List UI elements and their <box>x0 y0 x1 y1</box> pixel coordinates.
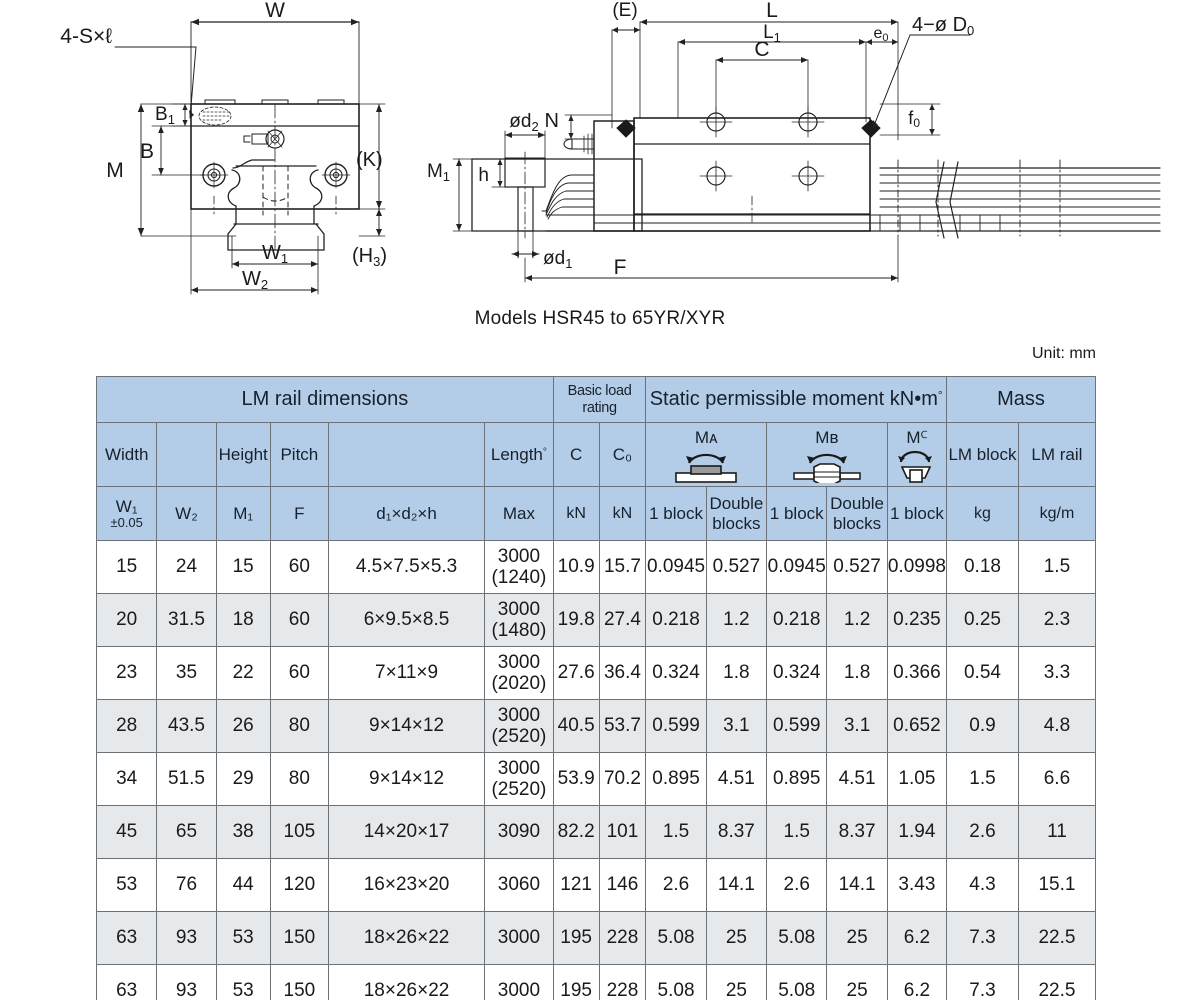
cell-w2: 93 <box>157 912 216 965</box>
length-standard-value: (2020) <box>491 673 547 694</box>
cell-w1: 15 <box>97 541 157 594</box>
length-max-value: 3090 <box>497 821 541 843</box>
length-max-value: 3000 <box>497 598 541 620</box>
cell-mc-1block: 6.2 <box>887 912 946 965</box>
cell-m1: 26 <box>216 700 270 753</box>
label-B1: $B_1$ <box>155 104 175 127</box>
cell-m1: 22 <box>216 647 270 700</box>
cell-ma-1block: 5.08 <box>646 912 706 965</box>
table-row <box>97 541 1096 594</box>
cell-ma-double: 8.37 <box>706 806 766 859</box>
group-header-moment-note: ° <box>937 388 943 403</box>
cell-mass-block: 2.6 <box>947 806 1019 859</box>
length-standard-value: (2520) <box>491 779 547 800</box>
label-d1: $ød_1$ <box>543 248 573 271</box>
cell-length-max <box>485 912 554 965</box>
cell-load-co: 101 <box>599 806 646 859</box>
cell-f: 60 <box>270 647 328 700</box>
cell-m1: 53 <box>216 912 270 965</box>
table-group-header-row <box>97 377 1096 423</box>
length-max-value: 3000 <box>497 980 541 1000</box>
cell-length-max <box>485 753 554 806</box>
cell-mb-1block: 5.08 <box>767 912 827 965</box>
cell-ma-1block: 0.218 <box>646 594 706 647</box>
table-row <box>97 594 1096 647</box>
subheader-F: F <box>270 487 328 541</box>
table-row <box>97 806 1096 859</box>
cell-mass-rail: 1.5 <box>1018 541 1095 594</box>
cell-d1-d2-h: 18×26×22 <box>329 965 485 1000</box>
subheader-W1-tolerance: ±0.05 <box>110 514 143 530</box>
cell-mass-block: 0.54 <box>947 647 1019 700</box>
cell-mb-double: 0.527 <box>827 541 887 594</box>
cell-load-c: 82.2 <box>553 806 599 859</box>
subheader-C-unit: kN <box>553 487 599 541</box>
header-height: Height <box>216 423 270 487</box>
length-max-value: 3000 <box>497 927 541 949</box>
cell-mb-1block: 0.599 <box>767 700 827 753</box>
cell-load-c: 10.9 <box>553 541 599 594</box>
label-K: (K) <box>356 149 383 171</box>
cell-mass-block: 1.5 <box>947 753 1019 806</box>
length-max-value: 3000 <box>497 545 541 567</box>
cell-ma-double: 25 <box>706 965 766 1000</box>
cell-w1: 28 <box>97 700 157 753</box>
cell-length-max <box>485 806 554 859</box>
group-header-mass: Mass <box>947 377 1096 423</box>
cell-d1-d2-h: 7×11×9 <box>329 647 485 700</box>
cell-w2: 35 <box>157 647 216 700</box>
subheader-Co-unit: kN <box>599 487 646 541</box>
length-standard-value: (1480) <box>491 620 547 641</box>
header-width: Width <box>97 423 157 487</box>
header-mass-lm-block: LM block <box>947 423 1019 487</box>
cell-w1: 53 <box>97 859 157 912</box>
table-sub-header-row <box>97 487 1096 541</box>
length-standard-value: (2520) <box>491 726 547 747</box>
cell-mass-rail: 22.5 <box>1018 912 1095 965</box>
cell-d1-d2-h: 9×14×12 <box>329 753 485 806</box>
subheader-MC-1block: 1 block <box>887 487 946 541</box>
header-moment-MA <box>646 423 767 487</box>
moment-mc-icon <box>893 449 941 483</box>
cell-f: 105 <box>270 806 328 859</box>
cell-length-max <box>485 965 554 1000</box>
cell-load-co: 27.4 <box>599 594 646 647</box>
cell-ma-1block: 2.6 <box>646 859 706 912</box>
cell-mass-rail: 11 <box>1018 806 1095 859</box>
cell-length-max <box>485 700 554 753</box>
subheader-W1 <box>97 487 157 541</box>
table-row <box>97 647 1096 700</box>
cell-m1: 44 <box>216 859 270 912</box>
header-dxdxh-blank <box>329 423 485 487</box>
cell-w1: 20 <box>97 594 157 647</box>
header-w2-blank <box>157 423 216 487</box>
cell-ma-double: 3.1 <box>706 700 766 753</box>
spec-table-container <box>96 376 1096 1000</box>
cell-mb-1block: 0.218 <box>767 594 827 647</box>
cell-mass-block: 0.18 <box>947 541 1019 594</box>
cell-length-max <box>485 647 554 700</box>
length-standard-value: (1240) <box>491 567 547 588</box>
cell-mb-double: 25 <box>827 965 887 1000</box>
cell-mass-block: 0.9 <box>947 700 1019 753</box>
cell-m1: 38 <box>216 806 270 859</box>
cell-m1: 53 <box>216 965 270 1000</box>
cell-m1: 15 <box>216 541 270 594</box>
cell-f: 150 <box>270 912 328 965</box>
cell-f: 120 <box>270 859 328 912</box>
label-L: L <box>766 0 778 22</box>
cell-mass-rail: 6.6 <box>1018 753 1095 806</box>
cell-w2: 65 <box>157 806 216 859</box>
label-M1: $M_1$ <box>426 161 450 184</box>
group-header-static-permissible-moment <box>646 377 947 423</box>
label-4-S-screw: 4-S×ℓ <box>60 25 112 48</box>
length-max-value: 3000 <box>497 757 541 779</box>
cell-mb-1block: 2.6 <box>767 859 827 912</box>
cell-ma-double: 1.8 <box>706 647 766 700</box>
table-row <box>97 912 1096 965</box>
header-MC-label: Mꟲ <box>906 428 928 448</box>
cell-m1: 18 <box>216 594 270 647</box>
cell-mb-double: 1.8 <box>827 647 887 700</box>
cell-mc-1block: 0.235 <box>887 594 946 647</box>
cell-w1: 34 <box>97 753 157 806</box>
cell-w1: 45 <box>97 806 157 859</box>
header-moment-MC <box>887 423 946 487</box>
label-E: (E) <box>612 0 638 21</box>
group-header-lm-rail-dimensions: LM rail dimensions <box>97 377 554 423</box>
cell-d1-d2-h: 14×20×17 <box>329 806 485 859</box>
cell-ma-double: 4.51 <box>706 753 766 806</box>
cell-mc-1block: 6.2 <box>887 965 946 1000</box>
cell-load-co: 53.7 <box>599 700 646 753</box>
header-mass-lm-rail: LM rail <box>1018 423 1095 487</box>
cell-w1: 23 <box>97 647 157 700</box>
label-h: h <box>478 165 489 186</box>
cell-mb-1block: 0.895 <box>767 753 827 806</box>
cell-ma-1block: 0.895 <box>646 753 706 806</box>
length-max-value: 3000 <box>497 651 541 673</box>
cell-mb-1block: 0.0945 <box>767 541 827 594</box>
cell-load-co: 15.7 <box>599 541 646 594</box>
table-mid-header-row <box>97 423 1096 487</box>
cell-d1-d2-h: 18×26×22 <box>329 912 485 965</box>
cell-length-max <box>485 594 554 647</box>
cell-mc-1block: 1.94 <box>887 806 946 859</box>
label-4-D0-hole: 4−ø $D_0$ <box>912 14 975 38</box>
cell-mc-1block: 0.366 <box>887 647 946 700</box>
cell-mass-rail: 22.5 <box>1018 965 1095 1000</box>
cell-load-co: 70.2 <box>599 753 646 806</box>
cell-mb-double: 1.2 <box>827 594 887 647</box>
table-row <box>97 753 1096 806</box>
header-pitch: Pitch <box>270 423 328 487</box>
cell-mass-block: 7.3 <box>947 965 1019 1000</box>
label-e0: e0 <box>873 25 889 44</box>
subheader-MA-1block: 1 block <box>646 487 706 541</box>
moment-ma-icon <box>663 449 749 483</box>
cell-load-co: 36.4 <box>599 647 646 700</box>
label-W1: $W_1$ <box>261 242 289 266</box>
drawing-caption: Models HSR45 to 65YR/XYR <box>474 308 726 329</box>
moment-mb-icon <box>784 449 870 483</box>
cell-mass-block: 7.3 <box>947 912 1019 965</box>
label-M: M <box>106 159 124 182</box>
cell-ma-double: 25 <box>706 912 766 965</box>
cell-f: 80 <box>270 700 328 753</box>
cell-w2: 76 <box>157 859 216 912</box>
cell-mass-rail: 4.8 <box>1018 700 1095 753</box>
cell-m1: 29 <box>216 753 270 806</box>
cell-ma-1block: 5.08 <box>646 965 706 1000</box>
cell-load-c: 195 <box>553 912 599 965</box>
table-row <box>97 965 1096 1000</box>
cell-mb-double: 14.1 <box>827 859 887 912</box>
label-N: N <box>544 110 559 132</box>
unit-note: Unit: mm <box>1032 345 1096 362</box>
cell-d1-d2-h: 16×23×20 <box>329 859 485 912</box>
label-L1: $L_1$ <box>763 22 781 45</box>
cell-f: 60 <box>270 594 328 647</box>
technical-drawing <box>0 0 1200 300</box>
cell-load-c: 121 <box>553 859 599 912</box>
cell-mass-rail: 2.3 <box>1018 594 1095 647</box>
cell-load-co: 228 <box>599 912 646 965</box>
header-MA-label: Mᴀ <box>694 428 718 448</box>
subheader-length-max: Max <box>485 487 554 541</box>
cell-w2: 43.5 <box>157 700 216 753</box>
cell-mb-1block: 0.324 <box>767 647 827 700</box>
cell-length-max <box>485 541 554 594</box>
subheader-M1: M₁ <box>216 487 270 541</box>
cell-w2: 24 <box>157 541 216 594</box>
cell-load-c: 53.9 <box>553 753 599 806</box>
cell-ma-1block: 1.5 <box>646 806 706 859</box>
specification-table <box>96 376 1096 1000</box>
cell-mc-1block: 0.652 <box>887 700 946 753</box>
label-H3: $(H_3)$ <box>352 245 388 269</box>
cell-ma-double: 14.1 <box>706 859 766 912</box>
cell-w2: 31.5 <box>157 594 216 647</box>
cell-mc-1block: 3.43 <box>887 859 946 912</box>
length-max-value: 3000 <box>497 704 541 726</box>
cell-mass-block: 0.25 <box>947 594 1019 647</box>
label-W: W <box>265 0 285 22</box>
table-row <box>97 700 1096 753</box>
label-W2: $W_2$ <box>241 268 269 292</box>
label-C: C <box>754 38 770 61</box>
cell-load-c: 40.5 <box>553 700 599 753</box>
header-moment-MB <box>767 423 888 487</box>
group-header-moment-label: Static permissible moment kN•m <box>649 388 938 411</box>
drawing-svg <box>0 0 1200 300</box>
cell-mb-double: 8.37 <box>827 806 887 859</box>
subheader-MB-double: Double blocks <box>827 487 887 541</box>
subheader-MA-double: Double blocks <box>706 487 766 541</box>
length-max-value: 3060 <box>497 874 541 896</box>
subheader-MB-1block: 1 block <box>767 487 827 541</box>
cell-d1-d2-h: 4.5×7.5×5.3 <box>329 541 485 594</box>
cell-mb-double: 3.1 <box>827 700 887 753</box>
cell-w1: 63 <box>97 912 157 965</box>
cell-ma-1block: 0.599 <box>646 700 706 753</box>
subheader-mass-rail-unit: kg/m <box>1018 487 1095 541</box>
cell-load-c: 195 <box>553 965 599 1000</box>
cell-load-co: 146 <box>599 859 646 912</box>
cell-f: 80 <box>270 753 328 806</box>
subheader-W2: W₂ <box>157 487 216 541</box>
cell-d1-d2-h: 9×14×12 <box>329 700 485 753</box>
header-load-Co: C₀ <box>599 423 646 487</box>
cell-ma-double: 0.527 <box>706 541 766 594</box>
cell-mb-double: 25 <box>827 912 887 965</box>
cell-mass-block: 4.3 <box>947 859 1019 912</box>
subheader-d1-d2-h: d₁×d₂×h <box>329 487 485 541</box>
cell-mb-1block: 5.08 <box>767 965 827 1000</box>
cell-mc-1block: 0.0998 <box>887 541 946 594</box>
cell-mass-rail: 15.1 <box>1018 859 1095 912</box>
cell-load-c: 19.8 <box>553 594 599 647</box>
spec-table-body <box>97 541 1096 1000</box>
cell-w2: 51.5 <box>157 753 216 806</box>
cell-mc-1block: 1.05 <box>887 753 946 806</box>
cell-f: 150 <box>270 965 328 1000</box>
cell-load-c: 27.6 <box>553 647 599 700</box>
cell-load-co: 228 <box>599 965 646 1000</box>
subheader-mass-block-unit: kg <box>947 487 1019 541</box>
cell-ma-double: 1.2 <box>706 594 766 647</box>
cell-mb-double: 4.51 <box>827 753 887 806</box>
subheader-W1-symbol: W₁ <box>115 496 138 516</box>
group-header-basic-load-rating: Basic load rating <box>553 377 646 423</box>
cell-w2: 93 <box>157 965 216 1000</box>
cell-w1: 63 <box>97 965 157 1000</box>
header-length <box>485 423 554 487</box>
label-F: F <box>613 256 627 279</box>
cell-length-max <box>485 859 554 912</box>
table-row <box>97 859 1096 912</box>
cell-mb-1block: 1.5 <box>767 806 827 859</box>
label-f0: f0 <box>908 108 920 130</box>
header-MB-label: Mʙ <box>815 428 839 448</box>
label-B: B <box>139 140 155 163</box>
header-length-label: Length <box>490 444 543 464</box>
header-length-note: ° <box>542 446 547 458</box>
cell-d1-d2-h: 6×9.5×8.5 <box>329 594 485 647</box>
cell-mass-rail: 3.3 <box>1018 647 1095 700</box>
cell-ma-1block: 0.324 <box>646 647 706 700</box>
cell-f: 60 <box>270 541 328 594</box>
label-d2: $ød_2$ <box>509 111 539 134</box>
header-load-C: C <box>553 423 599 487</box>
cell-ma-1block: 0.0945 <box>646 541 706 594</box>
